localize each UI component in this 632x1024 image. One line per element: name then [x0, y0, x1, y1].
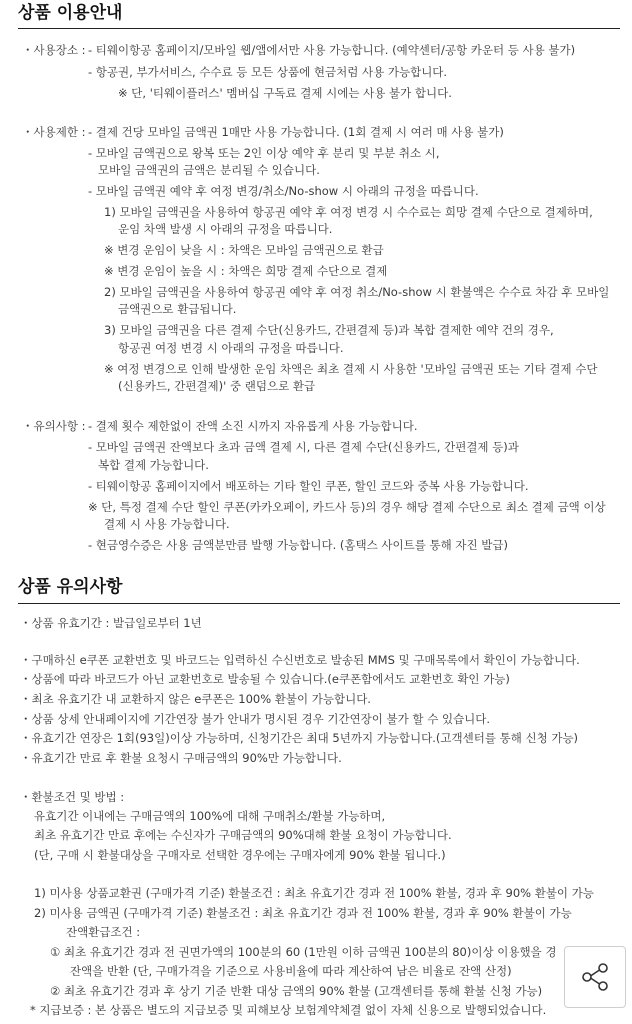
usage-place-line: - 항공권, 부가서비스, 수수료 등 모든 상품에 현금처럼 사용 가능합니다. — [88, 65, 448, 79]
usage-notes-line: ※ 단, 특정 결제 수단 할인 쿠폰(카카오페이, 카드사 등)의 경우 해당 결제 수단으로 최소 결제 금액 이상 — [88, 500, 606, 514]
usage-notes-label: ・유의사항 : — [22, 419, 86, 433]
refund-line: 유효기간 이내에는 구매금액의 100%에 대해 구매취소/환불 가능하며, — [34, 809, 386, 823]
usage-notes-line: - 티웨이항공 홈페이지에서 배포하는 기타 할인 쿠폰, 할인 코드와 중복 사용 가능합니다. — [88, 479, 529, 493]
caution-bullet: ・상품에 따라 바코드가 아닌 교환번호로 발송될 수 있습니다.(e쿠폰함에서도 교환번호 확인 가능) — [20, 672, 510, 686]
caution-bullet: ・유효기간 만료 후 환불 요청시 구매금액의 90%만 가능합니다. — [20, 751, 342, 765]
usage-limit-line: 금액권으로 환급됩니다. — [118, 302, 237, 316]
refund-condition: 잔액을 반환 (단, 구매가격을 기준으로 사용비율에 따라 계산하여 남은 비율로 잔액 산정) — [70, 964, 512, 978]
refund-line: (단, 구매 시 환불대상을 구매자로 선택한 경우에는 구매자에게 90% 환불 됩니다.) — [34, 848, 446, 862]
caution-bullet: ・상품 상세 안내페이지에 기간연장 불가 안내가 명시된 경우 기간연장이 불가 할 수 있습니다. — [20, 712, 491, 726]
refund-line: 최초 유효기간 만료 후에는 수신자가 구매금액의 90%대해 환불 요청이 가능합니다. — [34, 828, 452, 842]
refund-label: ・환불조건 및 방법 : — [20, 790, 125, 804]
usage-limit-line: 운임 차액 발생 시 아래의 규정을 따릅니다. — [118, 222, 333, 236]
usage-title-divider — [18, 28, 620, 29]
caution-bullet: ・구매하신 e쿠폰 교환번호 및 바코드는 입력하신 수신번호로 발송된 MMS 및 구매목록에서 확인이 가능합니다. — [20, 653, 580, 667]
share-icon — [578, 960, 612, 994]
usage-limit-line: 3) 모바일 금액권을 다른 결제 수단(신용카드, 간편결제 등)과 복합 결제한 예약 건의 경우, — [104, 323, 554, 337]
usage-limit-line: ※ 변경 운임이 낮을 시 : 차액은 모바일 금액권으로 환급 — [104, 243, 384, 257]
usage-place-label: ・사용장소 : — [22, 43, 86, 57]
usage-limit-line: ※ 여정 변경으로 인해 발생한 운임 차액은 최초 결제 시 사용한 '모바일 금액권 또는 기타 결제 수단 — [104, 362, 598, 376]
caution-title-divider — [18, 603, 620, 604]
usage-limit-line: 2) 모바일 금액권을 사용하여 항공권 예약 후 여정 취소/No-show 시 환불액은 수수료 차감 후 모바일 — [104, 285, 610, 299]
refund-condition: ① 최초 유효기간 경과 전 권면가액의 100분의 60 (1만원 이하 금액권 100분의 80)이상 이용했을 경 — [50, 945, 557, 959]
usage-notes-line: 결제 시 사용 가능합니다. — [104, 517, 230, 531]
usage-limit-line: 모바일 금액권의 금액은 분리될 수 있습니다. — [98, 163, 320, 177]
usage-limit-line: 항공권 여정 변경 시 아래의 규정을 따릅니다. — [118, 341, 344, 355]
usage-notes-line: - 현금영수증은 사용 금액분만큼 발행 가능합니다. (홈택스 사이트를 통해 자진 발급) — [88, 538, 508, 552]
usage-notes-line: 복합 결제 가능합니다. — [98, 458, 209, 472]
usage-limit-line: (신용카드, 간편결제)' 중 랜덤으로 환급 — [118, 379, 316, 393]
refund-rule: 1) 미사용 상품교환권 (구매가격 기준) 환불조건 : 최초 유효기간 경과 전 100% 환불, 경과 후 90% 환불이 가능 — [34, 886, 594, 900]
refund-rule: 2) 미사용 금액권 (구매가격 기준) 환불조건 : 최초 유효기간 경과 전 100% 환불, 경과 후 90% 환불이 가능 — [34, 906, 572, 920]
caution-bullet: ・최초 유효기간 내 교환하지 않은 e쿠폰은 100% 환불이 가능합니다. — [20, 692, 371, 706]
refund-condition: ② 최초 유효기간 경과 후 상기 기준 반환 대상 금액의 90% 환불 (고객센터를 통해 환불 신청 가능) — [50, 984, 543, 998]
usage-limit-line: - 모바일 금액권 예약 후 여정 변경/취소/No-show 시 아래의 규정을 따릅니다. — [88, 184, 479, 198]
usage-limit-line: - 모바일 금액권으로 왕복 또는 2인 이상 예약 후 분리 및 부분 취소 시, — [88, 146, 440, 160]
caution-bullet: ・유효기간 연장은 1회(93일)이상 가능하며, 신청기간은 최대 5년까지 가능합니다.(고객센터를 통해 신청 가능) — [20, 731, 579, 745]
refund-rule: 잔액환급조건 : — [66, 925, 141, 939]
usage-limit-label: ・사용제한 : — [22, 125, 86, 139]
usage-limit-line: ※ 변경 운임이 높을 시 : 차액은 희망 결제 수단으로 결제 — [104, 264, 388, 278]
usage-limit-line: 1) 모바일 금액권을 사용하여 항공권 예약 후 여정 변경 시 수수료는 희망 결제 수단으로 결제하며, — [104, 205, 593, 219]
usage-limit-line: - 결제 건당 모바일 금액권 1매만 사용 가능합니다. (1회 결제 시 여러 매 사용 불가) — [88, 125, 504, 139]
usage-title: 상품 이용안내 — [18, 3, 123, 23]
caution-validity: ・상품 유효기간 : 발급일로부터 1년 — [20, 616, 202, 630]
usage-notes-line: - 결제 횟수 제한없이 잔액 소진 시까지 자유롭게 사용 가능합니다. — [88, 419, 418, 433]
usage-notes-line: - 모바일 금액권 잔액보다 초과 금액 결제 시, 다른 결제 수단(신용카드, 간편결제 등)과 — [88, 440, 519, 454]
caution-title: 상품 유의사항 — [18, 577, 123, 597]
share-button[interactable] — [564, 946, 626, 1008]
usage-place-line: ※ 단, '티웨이플러스' 멤버십 구독료 결제 시에는 사용 불가 합니다. — [118, 86, 452, 100]
usage-place-line: - 티웨이항공 홈페이지/모바일 웹/앱에서만 사용 가능합니다. (예약센터/공항 카운터 등 사용 불가) — [88, 43, 576, 57]
payment-guarantee: * 지급보증 : 본 상품은 별도의 지급보증 및 피해보상 보험계약체결 없이 자체 신용으로 발행되었습니다. — [30, 1003, 547, 1017]
